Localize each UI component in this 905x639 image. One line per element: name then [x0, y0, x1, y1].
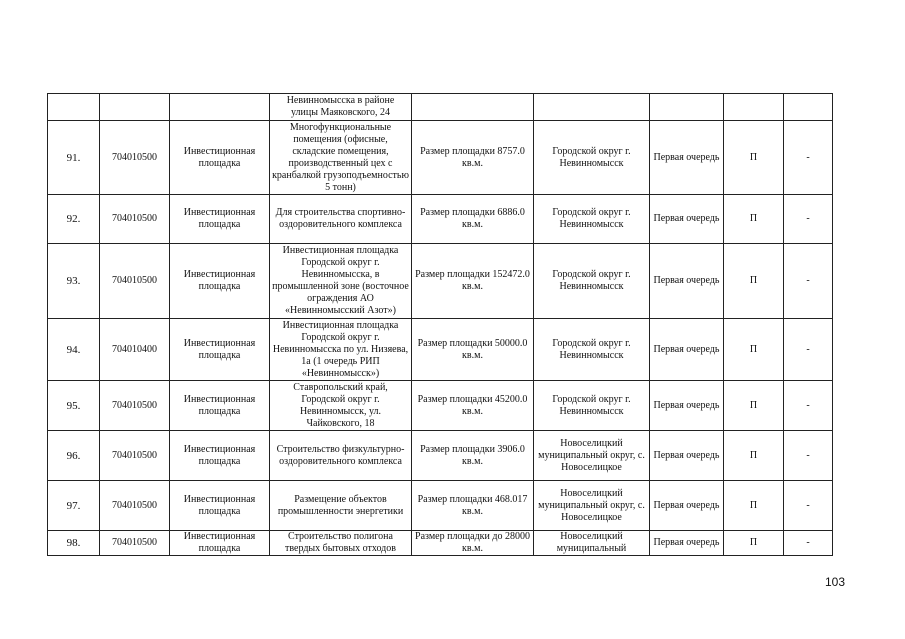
cell-note: - — [784, 481, 833, 531]
cell-size: Размер площадки 8757.0 кв.м. — [412, 121, 534, 195]
cell-num: 95. — [48, 381, 100, 431]
cell-code: 704010500 — [100, 121, 170, 195]
cell-type: Инвестиционная площадка — [170, 121, 270, 195]
cell-note: - — [784, 431, 833, 481]
table-row — [48, 531, 833, 556]
table-row — [48, 431, 833, 481]
cell-note: - — [784, 195, 833, 244]
cell-name: Размещение объектов промышленности энергетики — [270, 481, 412, 531]
cell-mark: П — [724, 431, 784, 481]
cell-num: 98. — [48, 531, 100, 556]
table-row — [48, 121, 833, 195]
cell-size: Размер площадки 468.017 кв.м. — [412, 481, 534, 531]
table-row — [48, 481, 833, 531]
cell-location — [534, 94, 650, 121]
page-number: 103 — [824, 575, 845, 589]
cell-location: Городской округ г. Невинномысск — [534, 121, 650, 195]
cell-num: 93. — [48, 244, 100, 319]
cell-code: 704010500 — [100, 531, 170, 556]
cell-location: Новоселицкий муниципальный округ, с. Новоселицкое — [534, 431, 650, 481]
cell-queue: Первая очередь — [650, 121, 724, 195]
table-row — [48, 195, 833, 244]
cell-size: Размер площадки 6886.0 кв.м. — [412, 195, 534, 244]
cell-queue: Первая очередь — [650, 431, 724, 481]
cell-mark — [724, 94, 784, 121]
cell-mark: П — [724, 195, 784, 244]
cell-num — [48, 94, 100, 121]
cell-name: Ставропольский край, Городской округ г. Невинномысск, ул. Чайковского, 18 — [270, 381, 412, 431]
investment-sites-table — [47, 93, 833, 556]
cell-type: Инвестиционная площадка — [170, 481, 270, 531]
cell-note: - — [784, 244, 833, 319]
cell-num: 96. — [48, 431, 100, 481]
cell-num: 91. — [48, 121, 100, 195]
cell-num: 92. — [48, 195, 100, 244]
cell-code: 704010400 — [100, 319, 170, 381]
cell-type — [170, 94, 270, 121]
cell-queue — [650, 94, 724, 121]
cell-location: Новоселицкий муниципальный — [534, 531, 650, 556]
cell-name: Строительство физкультурно-оздоровительного комплекса — [270, 431, 412, 481]
cell-name: Многофункциональные помещения (офисные, складские помещения, производственный цех с кранбалкой грузоподъемностью 5 тонн) — [270, 121, 412, 195]
cell-location: Городской округ г. Невинномысск — [534, 244, 650, 319]
cell-mark: П — [724, 531, 784, 556]
cell-code — [100, 94, 170, 121]
cell-name: Для строительства спортивно-оздоровительного комплекса — [270, 195, 412, 244]
table-row — [48, 319, 833, 381]
cell-queue: Первая очередь — [650, 195, 724, 244]
cell-location: Городской округ г. Невинномысск — [534, 381, 650, 431]
cell-num: 94. — [48, 319, 100, 381]
cell-type: Инвестиционная площадка — [170, 381, 270, 431]
cell-num: 97. — [48, 481, 100, 531]
table-row — [48, 244, 833, 319]
cell-queue: Первая очередь — [650, 319, 724, 381]
cell-code: 704010500 — [100, 244, 170, 319]
cell-mark: П — [724, 319, 784, 381]
cell-size: Размер площадки до 28000 кв.м. — [412, 531, 534, 556]
cell-type: Инвестиционная площадка — [170, 531, 270, 556]
cell-code: 704010500 — [100, 381, 170, 431]
cell-queue: Первая очередь — [650, 381, 724, 431]
cell-note: - — [784, 531, 833, 556]
cell-mark: П — [724, 244, 784, 319]
cell-queue: Первая очередь — [650, 531, 724, 556]
cell-name: Строительство полигона твердых бытовых отходов — [270, 531, 412, 556]
cell-name: Инвестиционная площадка Городской округ г. Невинномысска, в промышленной зоне (восточное ограждения АО «Невинномысский Азот») — [270, 244, 412, 319]
cell-name: Невинномысска в районе улицы Маяковского, 24 — [270, 94, 412, 121]
cell-size: Размер площадки 152472.0 кв.м. — [412, 244, 534, 319]
cell-size: Размер площадки 3906.0 кв.м. — [412, 431, 534, 481]
cell-code: 704010500 — [100, 481, 170, 531]
cell-location: Городской округ г. Невинномысск — [534, 319, 650, 381]
table-row — [48, 381, 833, 431]
cell-note — [784, 94, 833, 121]
table-row-continuation — [48, 94, 833, 121]
cell-code: 704010500 — [100, 195, 170, 244]
cell-queue: Первая очередь — [650, 481, 724, 531]
cell-type: Инвестиционная площадка — [170, 244, 270, 319]
cell-size — [412, 94, 534, 121]
cell-size: Размер площадки 45200.0 кв.м. — [412, 381, 534, 431]
cell-code: 704010500 — [100, 431, 170, 481]
cell-size: Размер площадки 50000.0 кв.м. — [412, 319, 534, 381]
cell-type: Инвестиционная площадка — [170, 319, 270, 381]
cell-mark: П — [724, 381, 784, 431]
cell-mark: П — [724, 481, 784, 531]
cell-mark: П — [724, 121, 784, 195]
cell-name: Инвестиционная площадка Городской округ г. Невинномысска по ул. Низяева, 1а (1 очередь РИП «Невинномысск») — [270, 319, 412, 381]
cell-type: Инвестиционная площадка — [170, 195, 270, 244]
cell-location: Городской округ г. Невинномысск — [534, 195, 650, 244]
cell-type: Инвестиционная площадка — [170, 431, 270, 481]
cell-queue: Первая очередь — [650, 244, 724, 319]
cell-note: - — [784, 319, 833, 381]
cell-note: - — [784, 121, 833, 195]
cell-location: Новоселицкий муниципальный округ, с. Новоселицкое — [534, 481, 650, 531]
cell-note: - — [784, 381, 833, 431]
